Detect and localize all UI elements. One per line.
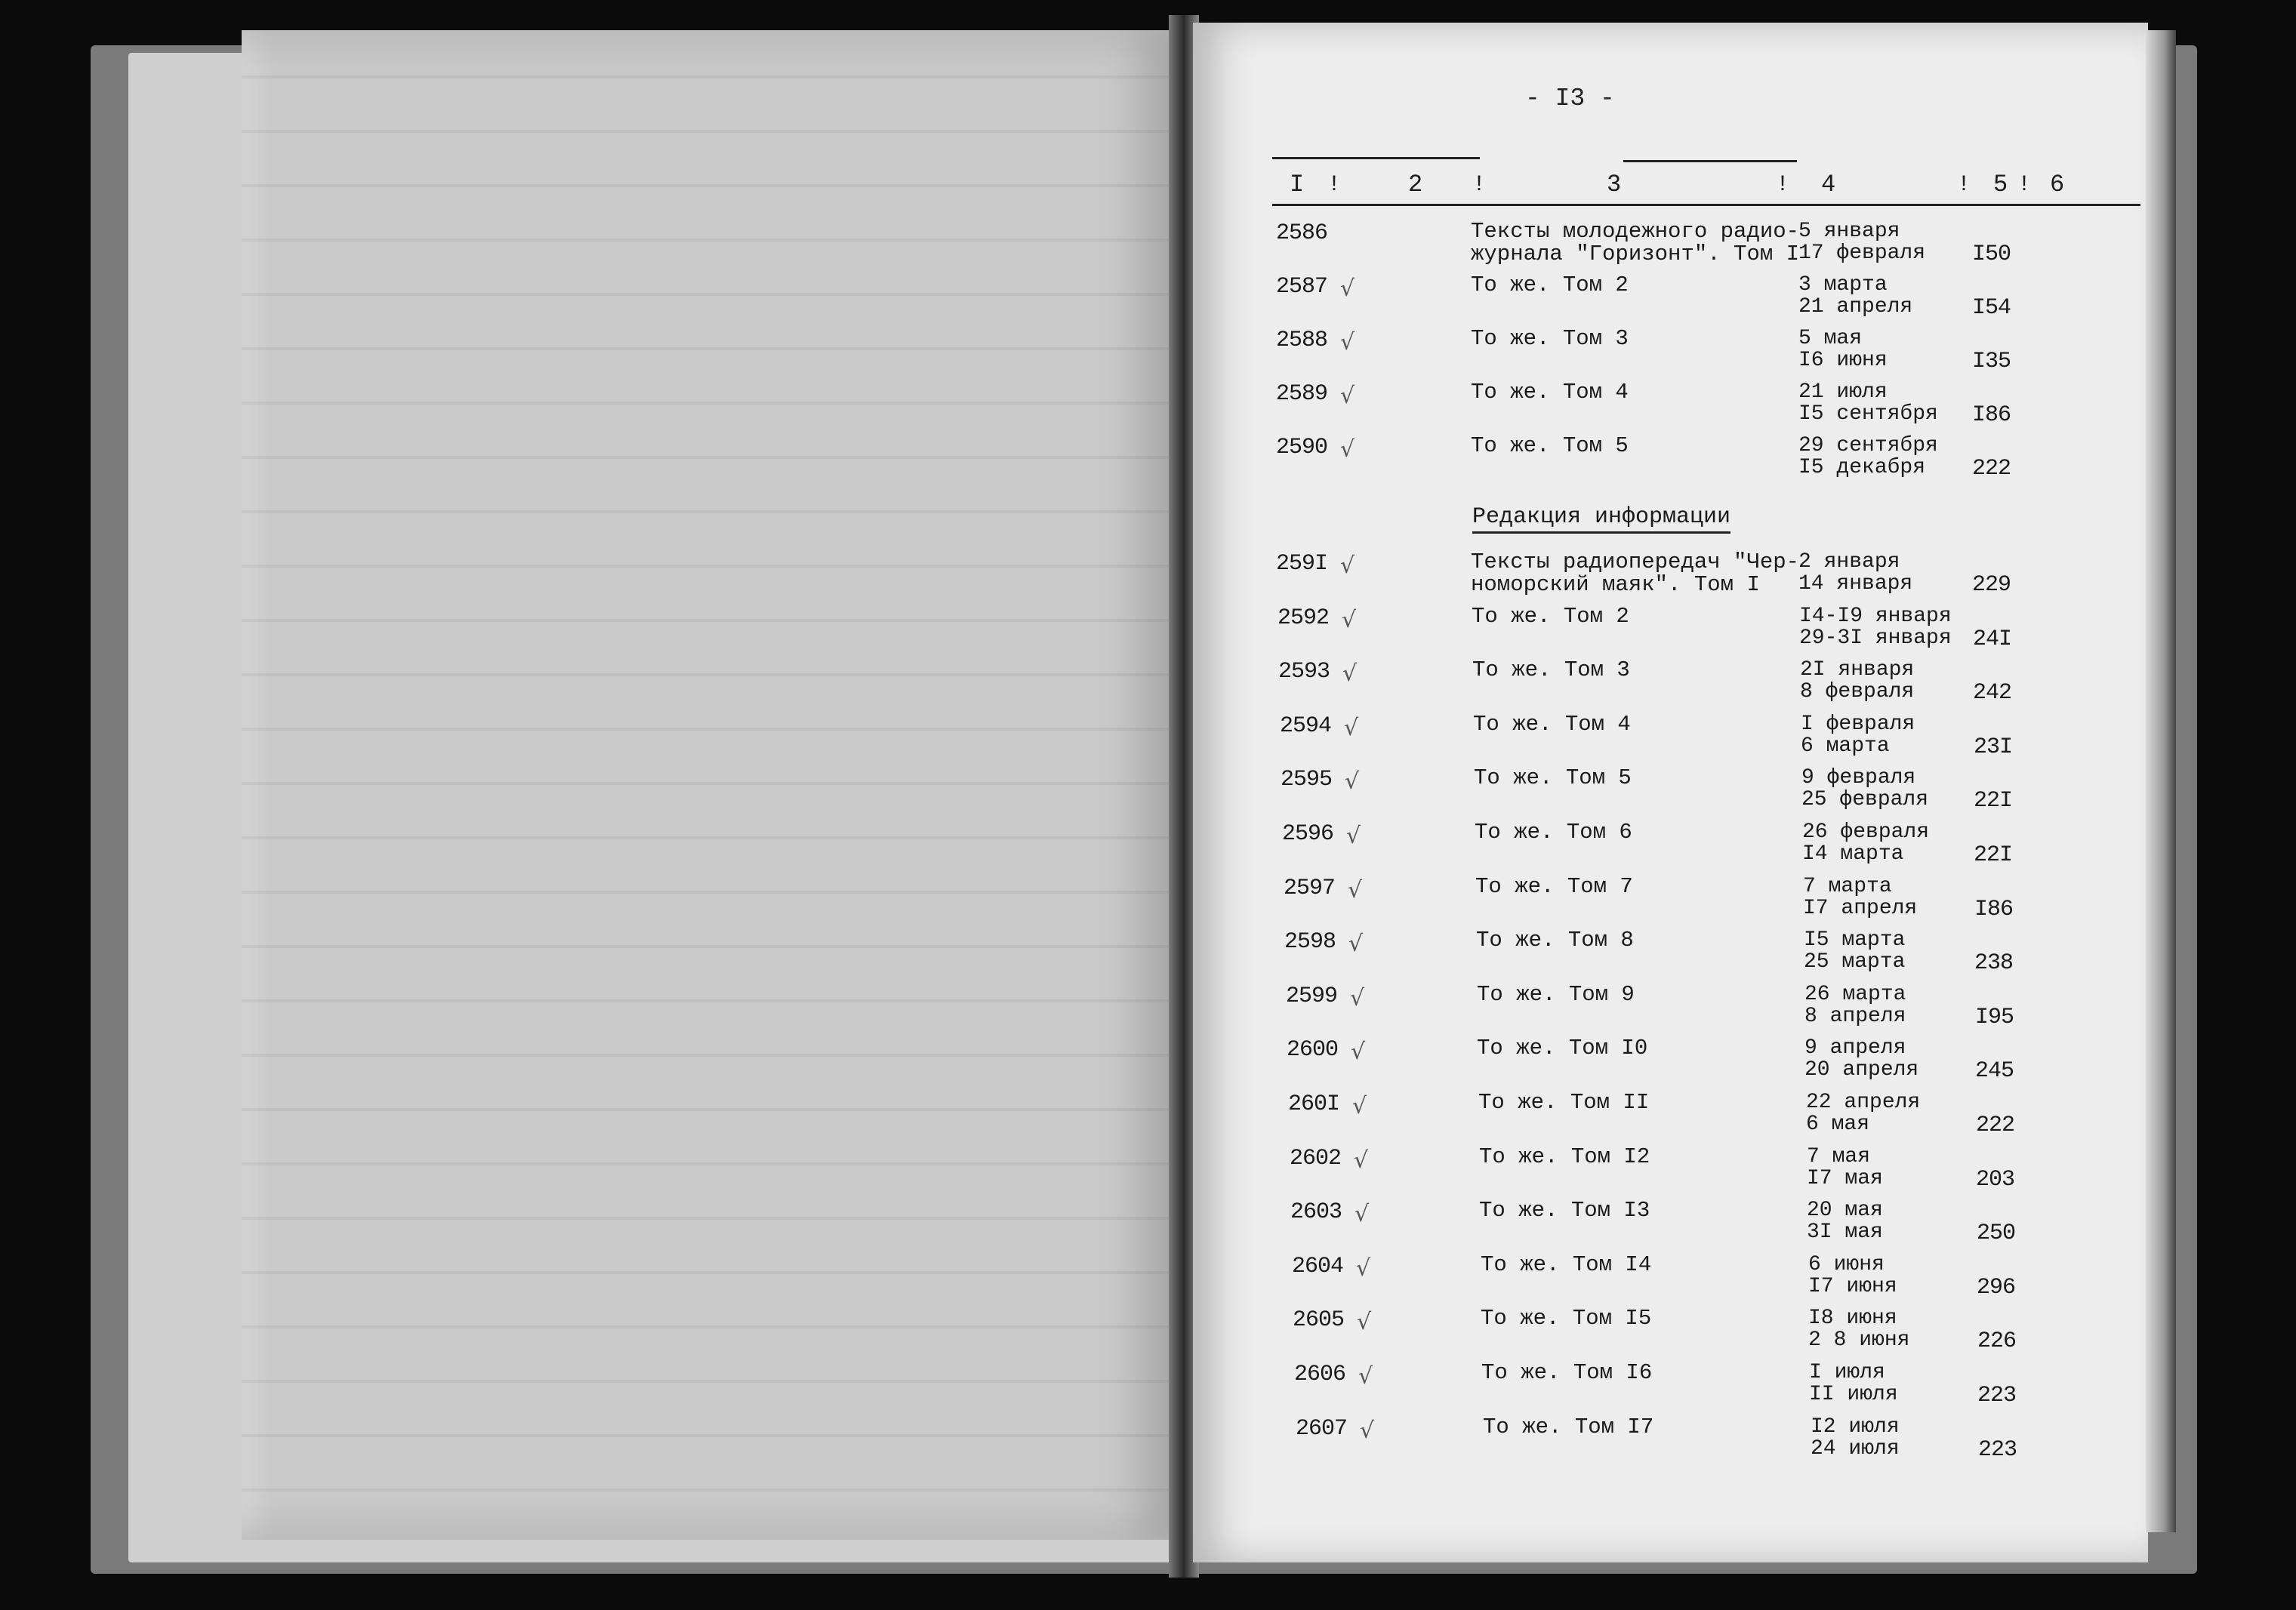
- row-pages: 245: [1975, 1058, 2014, 1085]
- row-number: 2606: [1294, 1362, 1346, 1387]
- header-rule-top: [1272, 157, 1480, 159]
- row-title: То же. Том I5: [1481, 1306, 1652, 1331]
- check-mark-icon: √: [1348, 931, 1364, 958]
- row-title: То же. Том 4: [1471, 380, 1629, 405]
- row-title: То же. Том 5: [1471, 433, 1629, 458]
- row-title: Тексты молодежного радио-: [1471, 219, 1800, 244]
- row-date: 3 марта: [1798, 273, 1888, 297]
- row-number: 2604: [1292, 1253, 1344, 1279]
- bleed-through-text: [242, 30, 1174, 1540]
- row-date: I6 июня: [1798, 349, 1888, 372]
- row-date: 8 апреля: [1804, 1004, 1906, 1028]
- row-date: 7 марта: [1803, 874, 1892, 898]
- row-pages: 22I: [1974, 788, 2013, 814]
- check-mark-icon: √: [1354, 1147, 1369, 1174]
- row-pages: 23I: [1974, 734, 2013, 760]
- row-pages: 242: [1973, 680, 2012, 706]
- row-pages: 22I: [1974, 842, 2013, 868]
- row-date: 3I мая: [1807, 1221, 1883, 1245]
- check-mark-icon: √: [1351, 1039, 1366, 1066]
- row-number: 2603: [1290, 1199, 1342, 1226]
- check-mark-icon: √: [1344, 714, 1359, 741]
- row-date: 14 января: [1798, 572, 1913, 596]
- row-title: То же. Том 2: [1471, 272, 1629, 297]
- page-edge: [2146, 30, 2176, 1532]
- row-pages: 296: [1977, 1274, 2016, 1301]
- row-date: I2 июля: [1811, 1415, 1900, 1439]
- row-date: 2 8 июня: [1808, 1328, 1910, 1353]
- row-date: 21 июля: [1798, 380, 1888, 404]
- row-date: 6 мая: [1806, 1113, 1870, 1136]
- row-title: То же. Том 2: [1472, 603, 1629, 629]
- header-rule-bottom: [1272, 204, 2140, 206]
- column-header-6: 6: [2050, 171, 2065, 199]
- row-date: 25 февраля: [1801, 788, 1929, 812]
- row-date: 9 февраля: [1801, 766, 1916, 790]
- row-date: I4 марта: [1802, 842, 1904, 866]
- column-header-5: 5: [1993, 171, 2008, 199]
- check-mark-icon: √: [1356, 1254, 1371, 1282]
- check-mark-icon: √: [1340, 329, 1355, 356]
- check-mark-icon: √: [1340, 276, 1355, 302]
- check-mark-icon: √: [1352, 1093, 1367, 1119]
- check-mark-icon: √: [1345, 768, 1360, 796]
- row-title: То же. Том I4: [1481, 1251, 1652, 1277]
- row-date: 6 марта: [1801, 734, 1890, 758]
- row-number: 260I: [1288, 1091, 1340, 1117]
- row-title: То же. Том I3: [1479, 1198, 1650, 1224]
- row-date: I7 апреля: [1803, 896, 1918, 920]
- left-page: [242, 30, 1174, 1540]
- row-pages: 203: [1976, 1166, 2015, 1193]
- row-number: 2589: [1276, 381, 1328, 407]
- row-number: 2592: [1277, 605, 1330, 631]
- column-separator: !: [1327, 172, 1342, 198]
- row-number: 2593: [1278, 659, 1330, 685]
- check-mark-icon: √: [1340, 436, 1355, 463]
- section-heading: Редакция информации: [1472, 504, 1730, 534]
- row-number: 2605: [1293, 1307, 1345, 1334]
- check-mark-icon: √: [1342, 606, 1357, 633]
- row-number: 2600: [1287, 1037, 1339, 1064]
- row-number: 259I: [1276, 551, 1328, 577]
- row-date: I8 июня: [1808, 1307, 1897, 1331]
- row-date: 29-3I января: [1799, 626, 1952, 650]
- row-number: 2594: [1280, 713, 1332, 739]
- row-title: То же. Том 8: [1476, 928, 1634, 953]
- row-title: То же. Том I6: [1481, 1360, 1653, 1385]
- row-date: 6 июня: [1808, 1252, 1885, 1276]
- column-separator: !: [1472, 172, 1487, 198]
- row-date: 17 февраля: [1798, 242, 1926, 265]
- column-separator: !: [1776, 172, 1790, 198]
- row-pages: 223: [1977, 1383, 2017, 1408]
- row-date: 29 сентября: [1798, 434, 1938, 457]
- check-mark-icon: √: [1357, 1309, 1372, 1336]
- row-title: То же. Том 5: [1474, 765, 1632, 791]
- row-pages: I86: [1974, 896, 2014, 922]
- row-pages: I86: [1972, 402, 2011, 428]
- row-pages: I95: [1975, 1004, 2014, 1030]
- column-separator: !: [1957, 172, 1971, 198]
- row-date: 20 мая: [1807, 1199, 1883, 1223]
- row-title: журнала "Горизонт". Том I: [1471, 242, 1800, 266]
- row-date: 26 марта: [1804, 982, 1906, 1006]
- row-number: 2586: [1276, 220, 1328, 246]
- row-number: 2598: [1284, 929, 1336, 956]
- row-date: 9 апреля: [1804, 1036, 1906, 1061]
- check-mark-icon: √: [1348, 876, 1363, 904]
- row-date: I июля: [1809, 1361, 1885, 1384]
- row-number: 2587: [1276, 274, 1328, 300]
- row-date: I4-I9 января: [1799, 604, 1952, 628]
- row-pages: I54: [1972, 295, 2011, 321]
- page-number: - I3 -: [1525, 85, 1615, 112]
- row-date: 24 июля: [1811, 1436, 1900, 1461]
- check-mark-icon: √: [1346, 823, 1361, 849]
- row-pages: 223: [1978, 1436, 2017, 1463]
- row-number: 2602: [1290, 1145, 1342, 1171]
- row-date: II июля: [1809, 1383, 1898, 1406]
- row-number: 2597: [1284, 875, 1336, 901]
- row-pages: 229: [1972, 572, 2011, 598]
- check-mark-icon: √: [1340, 553, 1355, 579]
- row-date: 2I января: [1800, 658, 1915, 682]
- column-separator: !: [2017, 172, 2032, 198]
- row-number: 2590: [1276, 435, 1328, 460]
- row-date: 5 января: [1798, 220, 1900, 243]
- row-date: 21 апреля: [1798, 295, 1913, 319]
- row-title: То же. Том I2: [1479, 1144, 1650, 1169]
- check-mark-icon: √: [1340, 383, 1355, 409]
- row-title: номорский маяк". Том I: [1471, 572, 1760, 597]
- column-header-1: I: [1290, 171, 1305, 199]
- row-date: I5 сентября: [1798, 402, 1938, 426]
- row-number: 2596: [1282, 821, 1334, 847]
- row-title: То же. Том 7: [1475, 873, 1633, 899]
- row-date: 22 апреля: [1806, 1091, 1921, 1114]
- check-mark-icon: √: [1360, 1417, 1375, 1444]
- row-pages: 238: [1974, 950, 2014, 977]
- row-number: 2599: [1286, 983, 1338, 1009]
- row-title: То же. Том I7: [1483, 1414, 1654, 1439]
- row-date: I7 мая: [1807, 1166, 1883, 1190]
- row-title: То же. Том 3: [1472, 657, 1630, 683]
- row-date: 20 апреля: [1804, 1058, 1919, 1082]
- row-date: I5 марта: [1804, 928, 1906, 953]
- row-date: 26 февраля: [1802, 820, 1930, 844]
- row-date: 25 марта: [1804, 950, 1906, 974]
- row-date: I7 июня: [1808, 1274, 1897, 1298]
- row-pages: 222: [1976, 1113, 2015, 1138]
- column-header-4: 4: [1821, 171, 1836, 199]
- check-mark-icon: √: [1354, 1201, 1370, 1228]
- row-number: 2595: [1281, 767, 1333, 793]
- header-rule-top-right: [1623, 160, 1797, 162]
- row-number: 2607: [1296, 1415, 1348, 1442]
- row-date: I5 декабря: [1798, 456, 1926, 479]
- row-pages: 250: [1977, 1221, 2016, 1247]
- row-title: То же. Том 6: [1475, 820, 1632, 845]
- check-mark-icon: √: [1342, 660, 1358, 688]
- row-title: Тексты радиопередач "Чер-: [1471, 549, 1800, 574]
- row-title: То же. Том I0: [1477, 1036, 1648, 1061]
- row-date: I февраля: [1801, 712, 1915, 736]
- row-date: 5 мая: [1798, 327, 1863, 350]
- row-title: То же. Том 4: [1473, 711, 1631, 737]
- check-mark-icon: √: [1350, 984, 1365, 1011]
- row-title: То же. Том 9: [1477, 981, 1635, 1007]
- row-pages: I35: [1972, 349, 2011, 374]
- row-date: 8 февраля: [1800, 680, 1915, 704]
- column-header-3: 3: [1607, 171, 1622, 199]
- row-date: 7 мая: [1807, 1144, 1871, 1168]
- row-title: То же. Том 3: [1471, 326, 1629, 351]
- row-pages: I50: [1972, 242, 2011, 267]
- row-pages: 222: [1972, 456, 2011, 482]
- row-pages: 24I: [1973, 626, 2012, 652]
- column-header-2: 2: [1408, 171, 1423, 199]
- row-pages: 226: [1977, 1328, 2017, 1355]
- row-title: То же. Том II: [1478, 1090, 1650, 1115]
- row-number: 2588: [1276, 328, 1328, 353]
- row-date: 2 января: [1798, 550, 1900, 574]
- check-mark-icon: √: [1358, 1363, 1373, 1390]
